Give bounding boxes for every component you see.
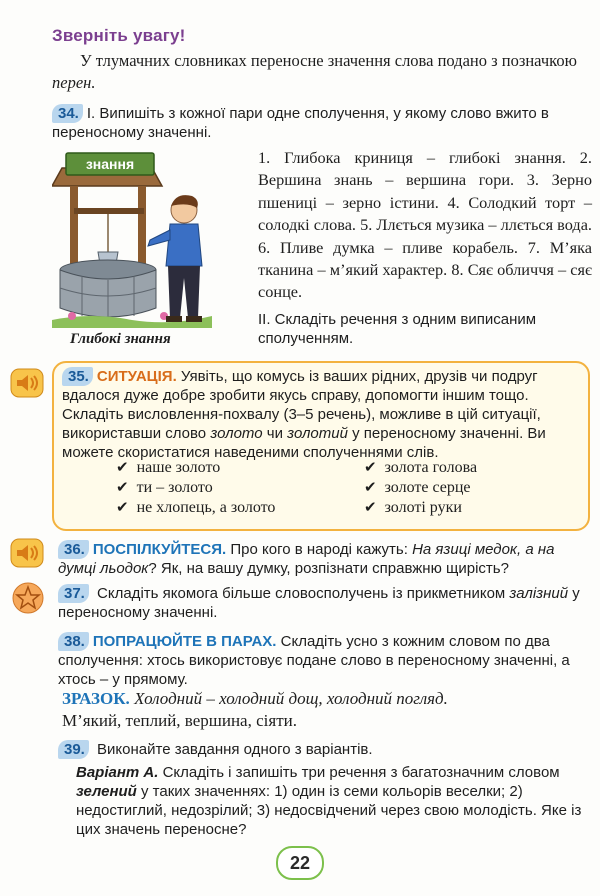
boy-shirt <box>166 224 202 266</box>
well-post-left <box>70 186 78 268</box>
speaker-icon[interactable] <box>10 368 44 398</box>
word-zoloto: золото <box>210 425 263 442</box>
task-35-heading: СИТУАЦІЯ. <box>96 368 177 385</box>
note-abbr: перен. <box>52 73 96 92</box>
well-crank-axle <box>74 208 144 214</box>
flower <box>68 312 76 320</box>
phrase-right-3 <box>364 498 462 518</box>
note-text-main: У тлумачних словниках переносне значення слова подано з позначкою <box>80 51 577 70</box>
task-37-number: 37. <box>58 584 89 603</box>
phrase-left-3 <box>116 498 275 518</box>
page-number: 22 <box>276 846 324 880</box>
word-zelenyi: зелений <box>76 783 137 800</box>
phrase-right-1 <box>364 458 477 478</box>
task-39-body: Виконайте завдання одного з варіантів. <box>92 741 373 758</box>
word-zaliznyi: залізний <box>509 585 569 602</box>
task-39-variant-a <box>76 763 590 839</box>
well-illustration <box>52 148 222 328</box>
note-title: Зверніть увагу! <box>52 26 186 45</box>
phrase-left-1 <box>116 458 220 478</box>
task-36-text-1: Про кого в народі кажуть: <box>226 541 413 558</box>
task-38-number: 38. <box>58 632 89 651</box>
check-icon: ✔ <box>364 480 377 496</box>
task-36-text-2: ? Як, на вашу думку, розпізнати справжню щирість? <box>148 560 509 577</box>
boy-arm <box>148 230 170 246</box>
task-36-number: 36. <box>58 540 89 559</box>
sample-text: Холодний – холодний дощ, холодний погляд. <box>129 689 448 708</box>
sign-text: знання <box>85 156 135 172</box>
check-icon: ✔ <box>116 460 129 476</box>
task-35-text-3: у переносному значенні. Ви можете скористатися наведеними сполученнями слів. <box>62 425 546 461</box>
task-37-text <box>58 584 588 622</box>
phrase-text: наше золото <box>136 459 221 476</box>
note-text <box>52 50 588 94</box>
phrase-right-2 <box>364 478 471 498</box>
speaker-icon[interactable] <box>10 538 44 568</box>
task-39-number: 39. <box>58 740 89 759</box>
boy-shoe <box>166 316 182 322</box>
phrase-text: золоті руки <box>384 499 462 516</box>
boy-shoe <box>186 316 202 322</box>
check-icon: ✔ <box>364 500 377 516</box>
task-35-text-1: Уявіть, що комусь із ваших рідних, друзів чи подруг вдалося дуже добре зробити якусь справу, допомогти іншим тощо. Складіть висловлення-похвалу (3–5 речень), можливе в цій ситуації, використавши слово <box>62 368 541 442</box>
task-34-text: І. Випишіть з кожної пари одне сполучення, у якому слово вжито в переносному значенні. <box>52 105 549 141</box>
phrase-left-2 <box>116 478 213 498</box>
task-38-words: М’який, теплий, вершина, сіяти. <box>62 711 297 730</box>
star-icon <box>12 582 44 614</box>
task-38-heading: ПОПРАЦЮЙТЕ В ПАРАХ. <box>92 633 277 650</box>
illustration-caption: Глибокі знання <box>70 331 171 347</box>
check-icon: ✔ <box>116 480 129 496</box>
check-icon: ✔ <box>364 460 377 476</box>
phrase-text: не хлопець, а золото <box>136 499 276 516</box>
word-zolotyi: золотий <box>287 425 348 442</box>
phrase-text: ти – золото <box>136 479 213 496</box>
phrase-text: золоте серце <box>384 479 471 496</box>
task-35-text-2: чи <box>262 425 288 442</box>
phrase-text: золота голова <box>384 459 478 476</box>
task-36-heading: ПОСПІЛКУЙТЕСЯ. <box>92 541 227 558</box>
task-37-text-1: Складіть якомога більше словосполучень із прикметником <box>92 585 510 602</box>
variant-text-1: Складіть і запишіть три речення з багатозначним словом <box>158 764 560 781</box>
task-37-text-2: у переносному значенні. <box>58 585 580 621</box>
sample-label: ЗРАЗОК. <box>62 689 130 708</box>
well-post-right <box>138 186 146 268</box>
variant-text-2: у таких значеннях: 1) один із семи кольорів веселки; 2) недостиглий, недозрілий; 3) недосвідчений через свою молодість. Яке із цих значень переносне? <box>76 783 582 838</box>
task-35-number: 35. <box>62 367 93 386</box>
boy-trousers <box>168 266 200 318</box>
check-icon: ✔ <box>116 500 129 516</box>
task-35-text <box>62 367 580 462</box>
task-38-body: Складіть усно з кожним словом по два сполучення: хтось використовує подане слово в переносному значенні, а хтось – у прямому. <box>58 633 570 688</box>
proverb: На язиці медок, а на думці льодок <box>58 541 555 577</box>
task-38-text <box>58 632 588 689</box>
task-34-number: 34. <box>52 104 83 123</box>
task-34-part2: ІІ. Складіть речення з одним виписаним сполученням. <box>258 311 537 347</box>
variant-label: Варіант А. <box>76 764 159 781</box>
sample-line <box>62 688 448 710</box>
task-34-sentences: 1. Глибока криниця – глибокі знання. 2. Вершина знань – вершина гори. 3. Зерно пшениці – зерно істини. 4. Солодкий торт – солодкі слова. 5. Ллється музика – ллється вода. 6. Пливе думка – пливе корабель. 7. М’яка тканина – м’який характер. 8. Сяє обличчя – сяє сонце. <box>258 148 592 302</box>
task-34-instruction <box>52 104 592 142</box>
task-36-text <box>58 540 588 578</box>
task-39-text <box>58 740 588 759</box>
